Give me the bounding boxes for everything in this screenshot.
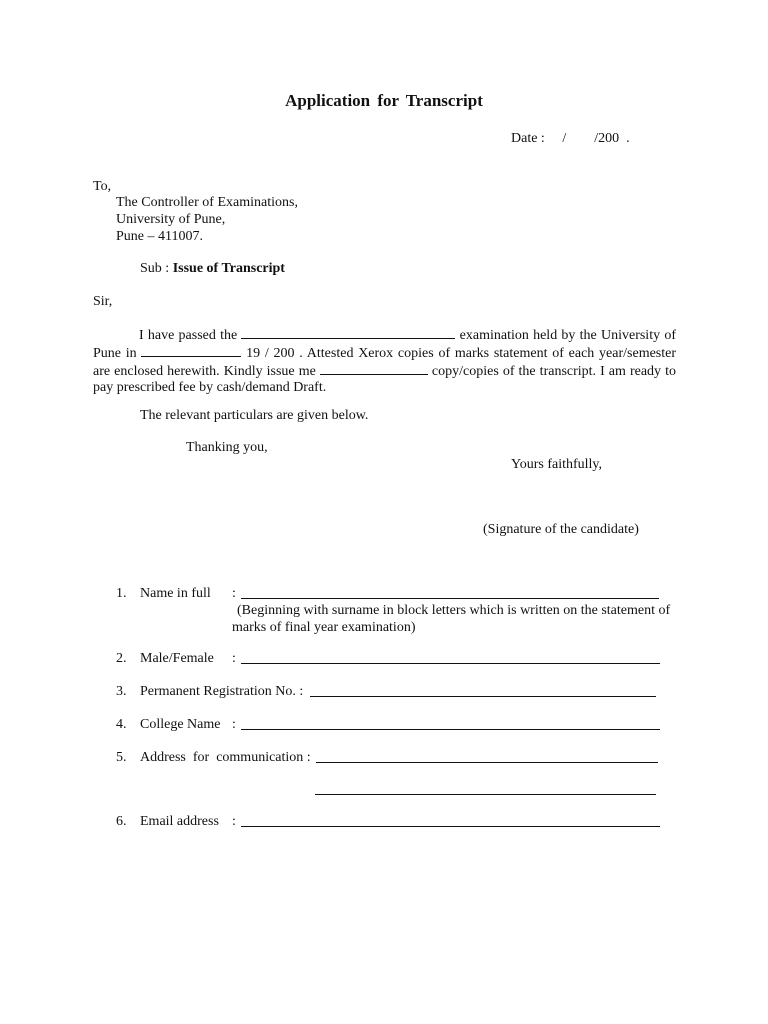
field-separator: : <box>232 651 236 666</box>
page-title: Application for Transcript <box>285 91 483 110</box>
registration-input-line[interactable] <box>310 696 656 697</box>
name-note-line-1: (Beginning with surname in block letters which is written on the statement of <box>237 603 671 618</box>
body-text-1: I have passed the <box>139 328 242 343</box>
field-label-college: College Name <box>140 717 221 732</box>
address-input-line-2[interactable] <box>315 794 656 795</box>
salutation: Sir, <box>93 294 113 309</box>
body-text-4: copy/copies of the transcript. I am ready to pay prescribed fee by cash/demand Draft. <box>93 364 676 395</box>
field-label-name: Name in full <box>140 586 211 601</box>
field-label-registration: Permanent Registration No. : <box>140 684 304 699</box>
email-input-line[interactable] <box>241 826 660 827</box>
name-input-line[interactable] <box>241 598 659 599</box>
field-separator: : <box>232 717 236 732</box>
closing-text: Yours faithfully, <box>511 457 603 472</box>
field-label-address: Address for communication : <box>140 750 311 765</box>
signature-text: (Signature of the candidate) <box>483 522 639 537</box>
college-input-line[interactable] <box>241 729 660 730</box>
field-number: 4. <box>116 717 127 732</box>
field-number: 3. <box>116 684 127 699</box>
field-number: 1. <box>116 586 127 601</box>
body-text-2: examination held by the University of Pune in <box>93 328 676 361</box>
address-input-line-1[interactable] <box>316 762 658 763</box>
subject-text: Issue of Transcript <box>172 261 285 276</box>
address-line-2: University of Pune, <box>116 212 226 227</box>
field-label-gender: Male/Female <box>140 651 214 666</box>
date-line: Date : / /200 . <box>511 131 630 146</box>
body-text-3: 19 / 200 . Attested Xerox copies of marks statement of each year/semester are enclosed herewith. Kindly issue me <box>93 346 677 379</box>
thanking-text: Thanking you, <box>186 440 268 455</box>
field-number: 6. <box>116 814 127 829</box>
address-line-1: The Controller of Examinations, <box>116 195 298 210</box>
body-paragraph <box>93 326 676 396</box>
field-number: 2. <box>116 651 127 666</box>
field-separator: : <box>232 814 236 829</box>
address-line-3: Pune – 411007. <box>116 229 203 244</box>
name-note-line-2: marks of final year examination) <box>232 620 416 635</box>
subject-line <box>140 261 285 277</box>
subject-prefix: Sub : <box>140 261 173 276</box>
copies-blank[interactable] <box>320 362 428 375</box>
exam-blank[interactable] <box>241 326 455 339</box>
field-number: 5. <box>116 750 127 765</box>
field-label-email: Email address <box>140 814 219 829</box>
address-to: To, <box>93 179 112 194</box>
particulars-text: The relevant particulars are given below. <box>140 408 369 423</box>
field-separator: : <box>232 586 236 601</box>
gender-input-line[interactable] <box>241 663 660 664</box>
month-blank[interactable] <box>141 344 241 357</box>
